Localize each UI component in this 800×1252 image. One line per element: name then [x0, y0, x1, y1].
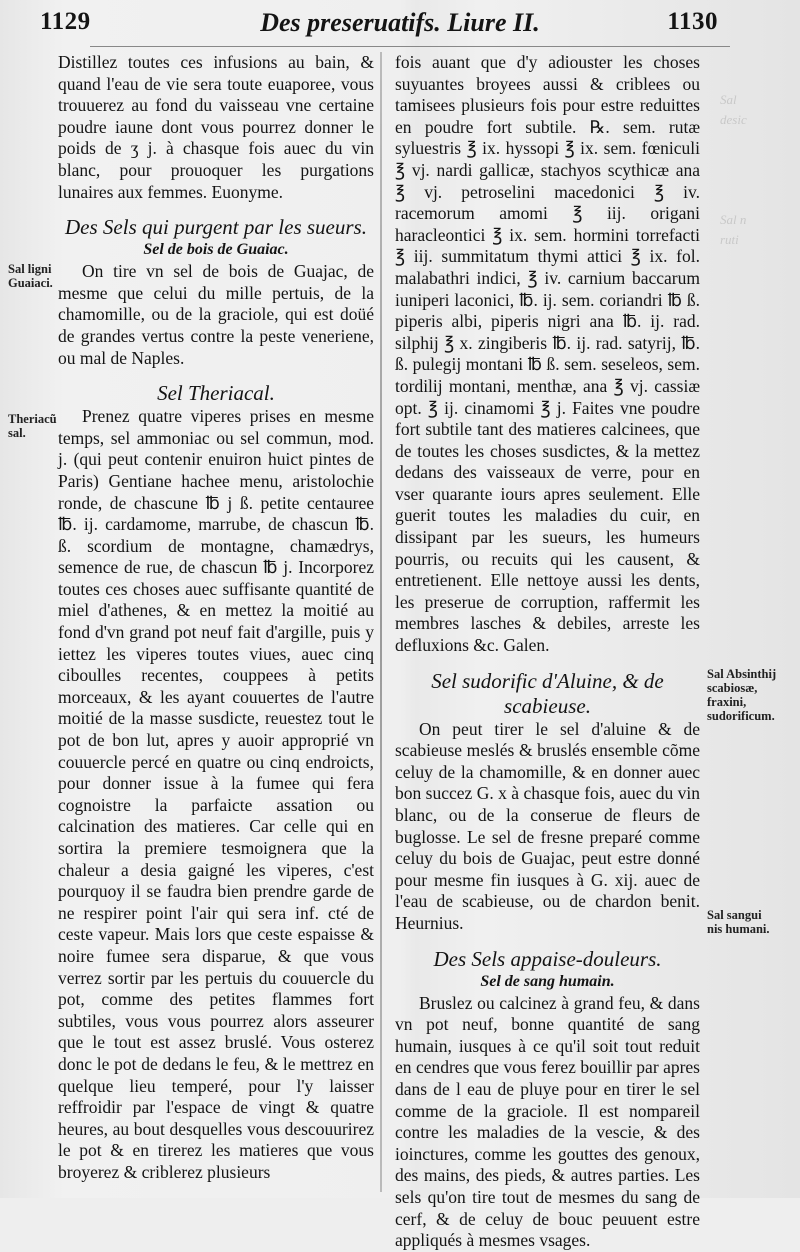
margin-note-absinth: Sal Absinthij scabiosæ, fraxini, sudorificum. [707, 667, 777, 723]
theriacal-paragraph: Prenez quatre viperes prises en mesme temps, sel ammoniac ou sel commun, mod. j. (qui peut contenir enuiron huict pintes de Paris) Gentiane hachee menu, aristolochie ronde, de chascune ℔ j ß. petite centauree ℔. ij. cardamome, marrube, de chascun ℔. ß. scordium de montagne, chamædrys, semence de rue, de chascun ℔ j. Incorporez toutes ces choses auec suffisante quantité de miel d'athenes, & en mettez la moitié au fond d'vn grand pot neuf fait d'argille, puis y iettez les viperes toutes viues, auec cinq ciboulles recentes, couppees à petits morceaux, & les ayant couuertes de l'autre moitié de la masse susdicte, reuestez tout le pot de bon lut, apres y auoir approprié vn couuercle percé en quatre ou cinq endroicts, pour donner issue à la fumee qui fera cognoistre la parfaicte assation ou calcination des matieres. Car celle qui en sortira la premiere tesmoignera que la chaleur a desia gaigné les viperes, c'est pourquoy il se faudra bien prendre garde de ne respirer point l'air qui sera inf. cté de ceste vapeur. Mais lors que ceste espaisse & noire fumee sera disparue, & que vous verrez sortir par les pertuis du couuercle du pot, comme des petites flammes fort subtiles, vous vous pourrez alors asseurer que le tout est assez bruslé. Vous osterez donc le pot de dedans le feu, & le mettrez en quelque lieu temperé, pour l'y laisser reffroidir par l'espace de vingt & quatre heures, au bout desquelles vous descouurirez le pot & en tirerez les matieres que vous broyerez & criblerez plusieurs [58, 406, 374, 1182]
header-rule [90, 46, 730, 47]
right-column [395, 52, 700, 1252]
guaiac-paragraph: On tire vn sel de bois de Guajac, de mesme que celui du mille pertuis, de la chamomille, ou de la graciole, qui est doüé de grandes vertus contre la peste veneriene, ou mal de Naples. [58, 261, 374, 368]
margin-note-sanguis: Sal sangui nis humani. [707, 908, 770, 936]
absinth-paragraph: On peut tirer le sel d'aluine & de scabieuse meslés & bruslés ensemble cõme celuy de la chamomille, & en donner auec bon succez G. x à chasque fois, auec du vin blanc, ou de la conserue de fleurs de buglosse. Le sel de fresne preparé comme celuy du bois de Guajac, peut estre donné pour mesme fin iusques à G. xij. auec de l'eau de scabieuse, ou de chardon benit. Heurnius. [395, 718, 700, 933]
right-intro-paragraph: fois auant que d'y adiouster les choses suyuantes broyees aussi & criblees ou tamisees plusieurs fois pour estre reduittes en poudre fort subtile. ℞. sem. rutæ syluestris ℥ ix. hyssopi ℥ ix. sem. fœniculi ℥ vj. nardi gallicæ, stachyos scythicæ ana ℥ vj. petroselini macedonici ℥ iv. racemorum amomi ℥ iij. origani haracleontici ℥ ix. sem. hormini torrefacti ℥ iij. summitatum thymi attici ℥ ix. fol. malabathri indici, ℥ iv. carnium baccarum iuniperi laconici, ℔. ij. sem. coriandri ℔ ß. piperis albi, piperis nigri ana ℔. ij. rad. silphij ℥ x. zingiberis ℔. ij. rad. satyrij, ℔. ß. pulegij montani ℔ ß. sem. seseleos, sem. tordilij montani, menthæ, ana ℥ vj. cassiæ opt. ℥ ij. cinamomi ℥ j. Faites vne poudre fort subtile tant des matieres calcinees, que de toutes les choses susdictes, & la mettez dedans des vaisseaux de verre, pour en vser quarante iours apres seulement. Elle guerit toutes les maladies du cuir, en dissipant par les sueurs, les humeurs pourris, ou recuits qui les causent, & entretienent. Elle nettoye aussi les dents, les preserue de corruption, raffermit les membres lasches & debiles, arreste les defluxions &c. Galen. [395, 52, 700, 656]
section-heading-theriacal-salt: Sel Theriacal. [157, 381, 275, 406]
subheading-human-blood-salt: Sel de sang humain. [480, 972, 615, 990]
column-divider [380, 52, 382, 1192]
page-number-right: 1130 [667, 8, 718, 35]
show-through-text: Sal desic Sal n ruti [720, 92, 747, 247]
left-intro-paragraph: Distillez toutes ces infusions au bain, & quand l'eau de vie sera toute euaporee, vous trouuerez au fond du vaisseau vne certaine poudre iaune dont vous pourrez donner le poids de ʒ j. à chasque fois auec du vin blanc, pour prouoquer les purgations lunaires aux femmes. Euonyme. [58, 52, 374, 202]
section-heading-sudorific-salts: Des Sels qui purgent par les sueurs. [65, 215, 367, 240]
subheading-guaiac-salt: Sel de bois de Guaiac. [143, 241, 289, 259]
section-heading-pain-relieving-salts: Des Sels appaise-douleurs. [433, 946, 662, 971]
left-column [58, 52, 374, 1184]
running-title: Des preseruatifs. Liure II. [260, 8, 540, 37]
human-blood-paragraph: Bruslez ou calcinez à grand feu, & dans vn pot neuf, bonne quantité de sang humain, iusques à ce qu'il soit tout reduit en cendres que vous ferez bouillir par apres dans de l eau de pluye pour en tirer le sel comme de la graciole. Il est nompareil contre les maladies de la vescie, & des ioinctures, comme les gouttes des genoux, des mains, des pieds, & autres parties. Les sels qu'on tire tout de mesmes du sang de cerf, & de celuy de bouc peuuent estre appliqués à mesmes vsages. [395, 992, 700, 1251]
margin-note-guaiac: Sal ligni Guaiaci. [8, 262, 53, 290]
margin-note-theriac: Theriacũ sal. [8, 412, 57, 440]
page-number-left: 1129 [40, 8, 91, 35]
section-heading-absinth-salt: Sel sudorific d'Aluine, & de scabieuse. [431, 668, 664, 718]
